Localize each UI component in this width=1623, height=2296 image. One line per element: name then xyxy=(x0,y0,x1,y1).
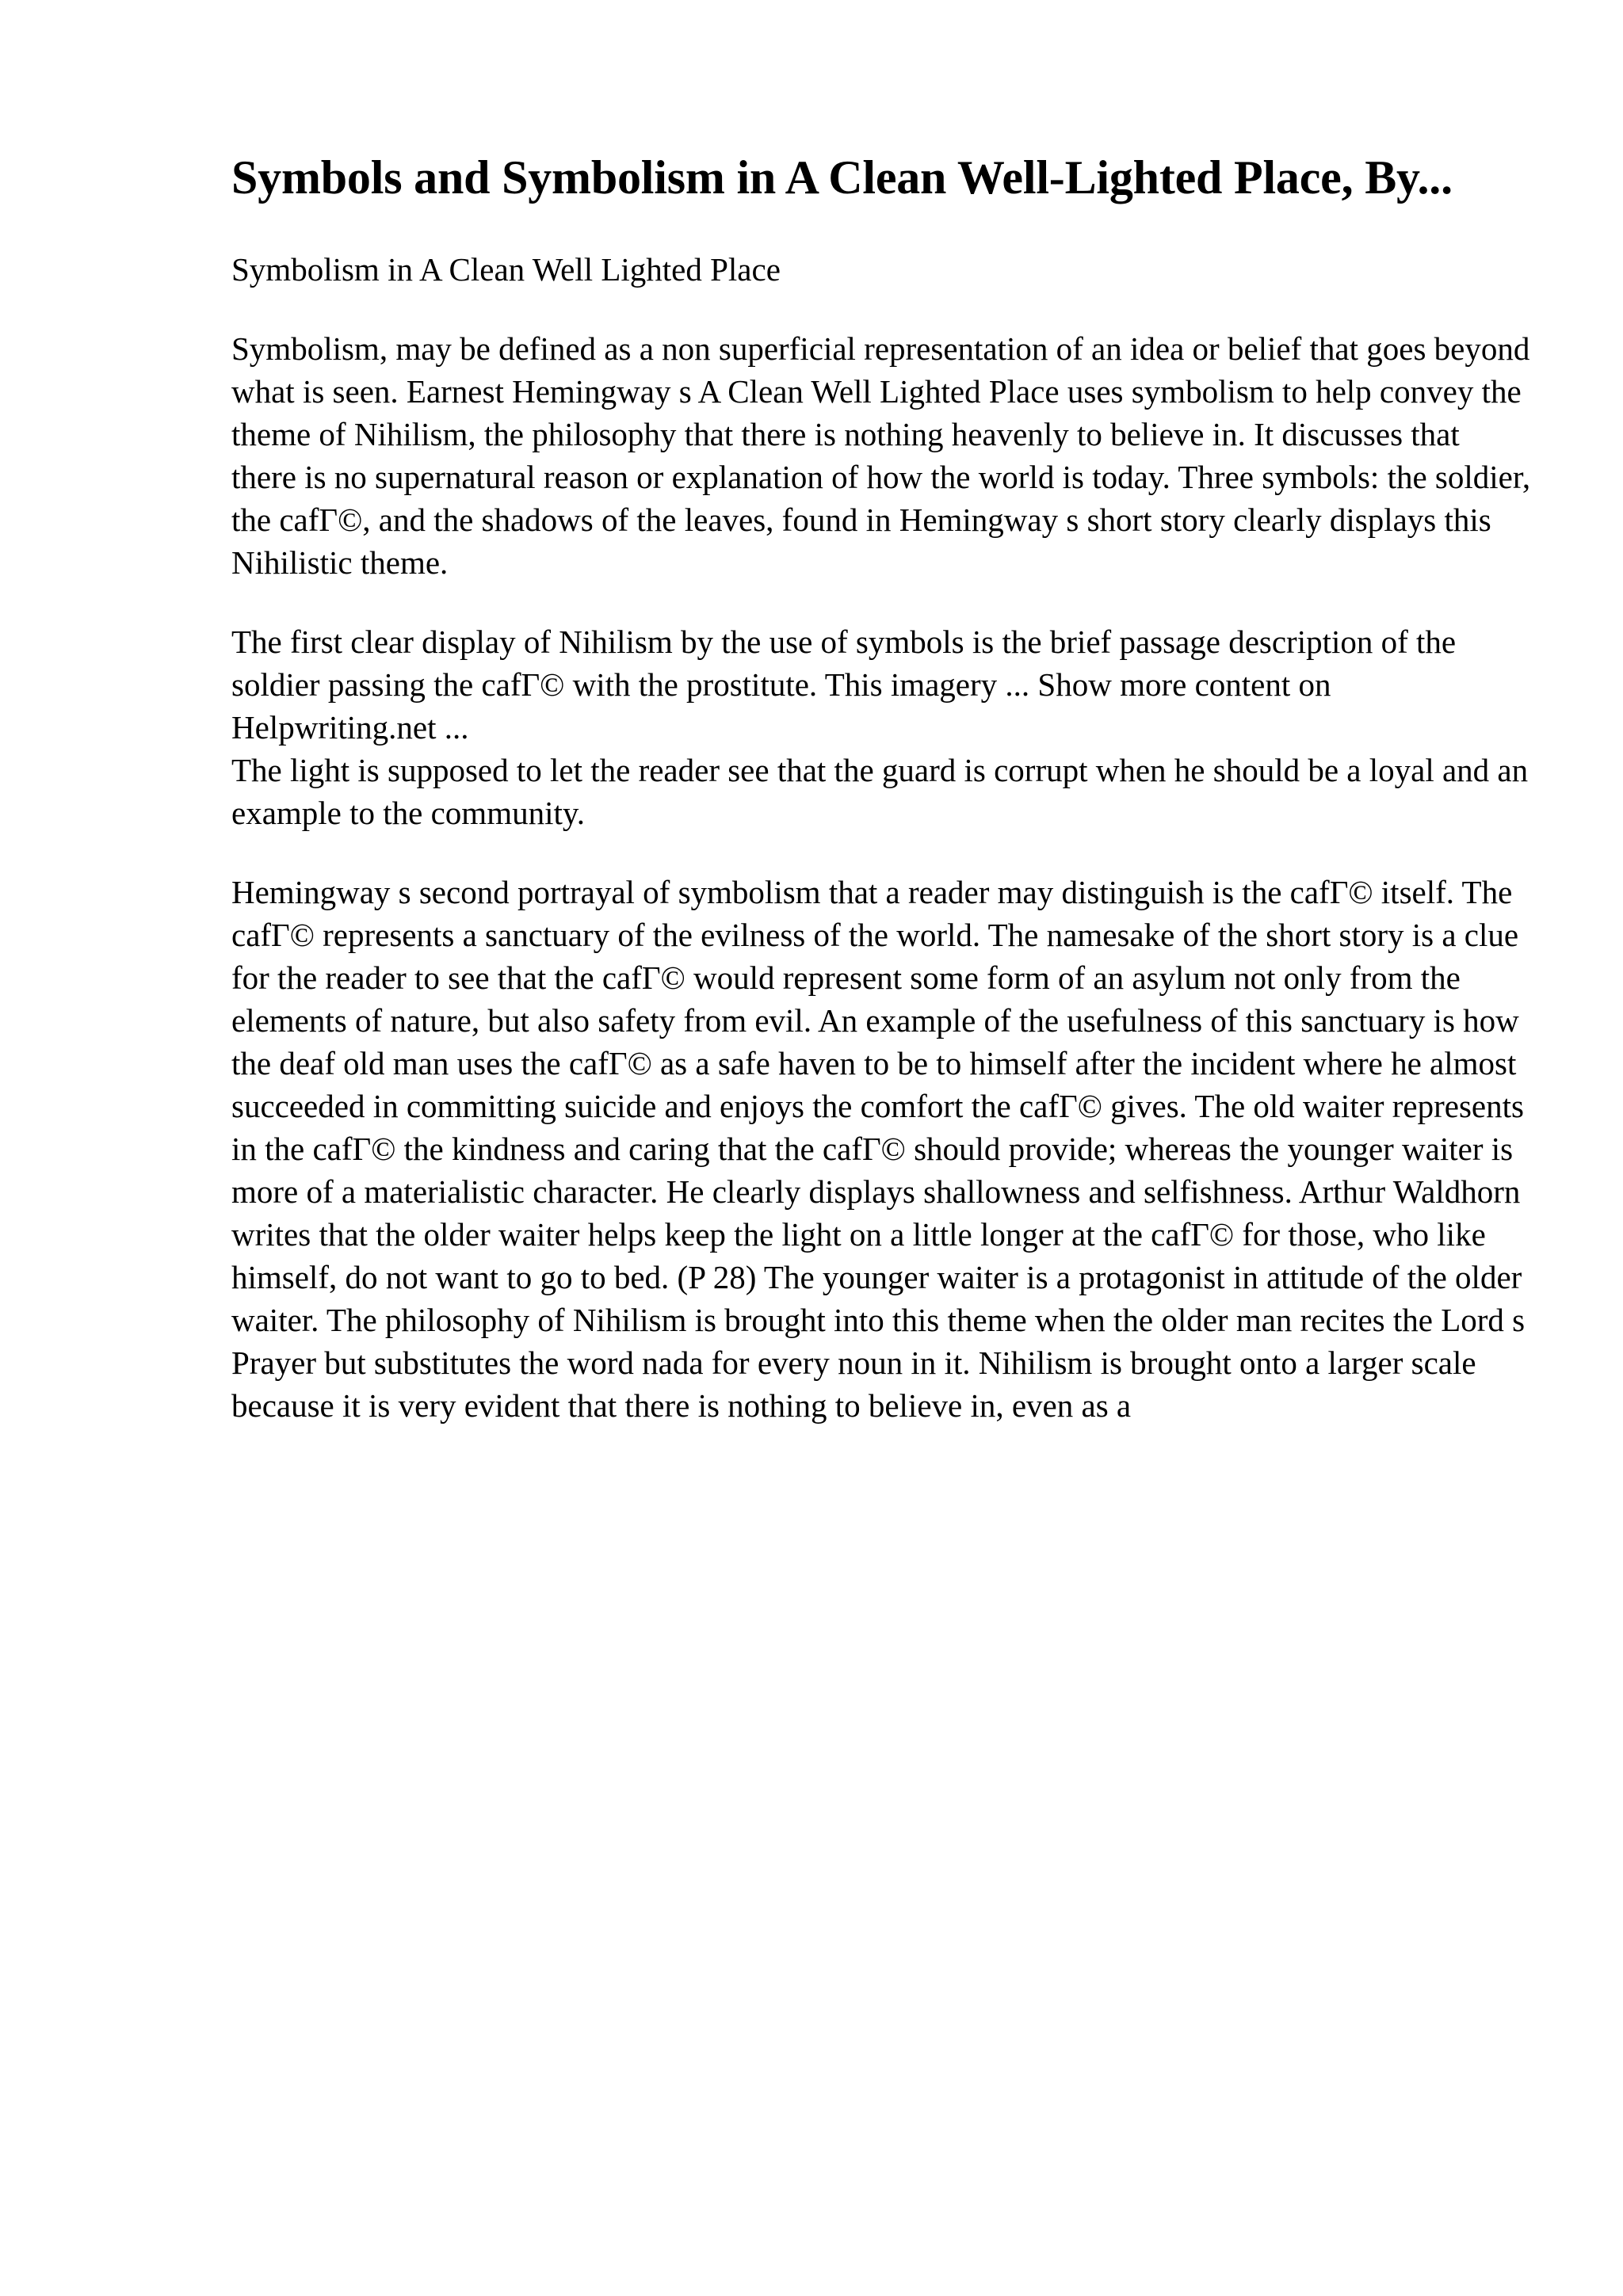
paragraph-light: The light is supposed to let the reader see that the guard is corrupt when he should be a loyal and an example to the community. xyxy=(231,752,1529,832)
document-content xyxy=(231,151,1539,1427)
document-subtitle: Symbolism in A Clean Well Lighted Place xyxy=(231,251,781,288)
document-title: Symbols and Symbolism in A Clean Well-Lighted Place, By... xyxy=(231,151,1453,204)
paragraph-soldier: The first clear display of Nihilism by the use of symbols is the brief passage description of the soldier passing the cafГ© with the prostitute. This imagery ... Show more content on Helpwriting.net ... xyxy=(231,624,1457,746)
paragraph-intro: Symbolism, may be defined as a non superficial representation of an idea or belief that goes beyond what is seen. Earnest Hemingway s A Clean Well Lighted Place uses symbolism to help convey the theme of Nihilism, the philosophy that there is nothing heavenly to believe in. It discusses that there is no supernatural reason or explanation of how the world is today. Three symbols: the soldier, the cafГ©, and the shadows of the leaves, found in Hemingway s short story clearly displays this Nihilistic theme. xyxy=(231,330,1531,582)
paragraph-cafe: Hemingway s second portrayal of symbolism that a reader may distinguish is the cafГ© itself. The cafГ© represents a sanctuary of the evilness of the world. The namesake of the short story is a clue for the reader to see that the cafГ© would represent some form of an asylum not only from the elements of nature, but also safety from evil. An example of the usefulness of this sanctuary is how the deaf old man uses the cafГ© as a safe haven to be to himself after the incident where he almost succeeded in committing suicide and enjoys the comfort the cafГ© gives. The old waiter represents in the cafГ© the kindness and caring that the cafГ© should provide; whereas the younger waiter is more of a materialistic character. He clearly displays shallowness and selfishness. Arthur Waldhorn writes that the older waiter helps keep the light on a little longer at the cafГ© for those, who like himself, do not want to go to bed. (P 28) The younger waiter is a protagonist in attitude of the older waiter. The philosophy of Nihilism is brought into this theme when the older man recites the Lord s Prayer but substitutes the word nada for every noun in it. Nihilism is brought onto a larger scale because it is very evident that there is nothing to believe in, even as a xyxy=(231,874,1526,1425)
